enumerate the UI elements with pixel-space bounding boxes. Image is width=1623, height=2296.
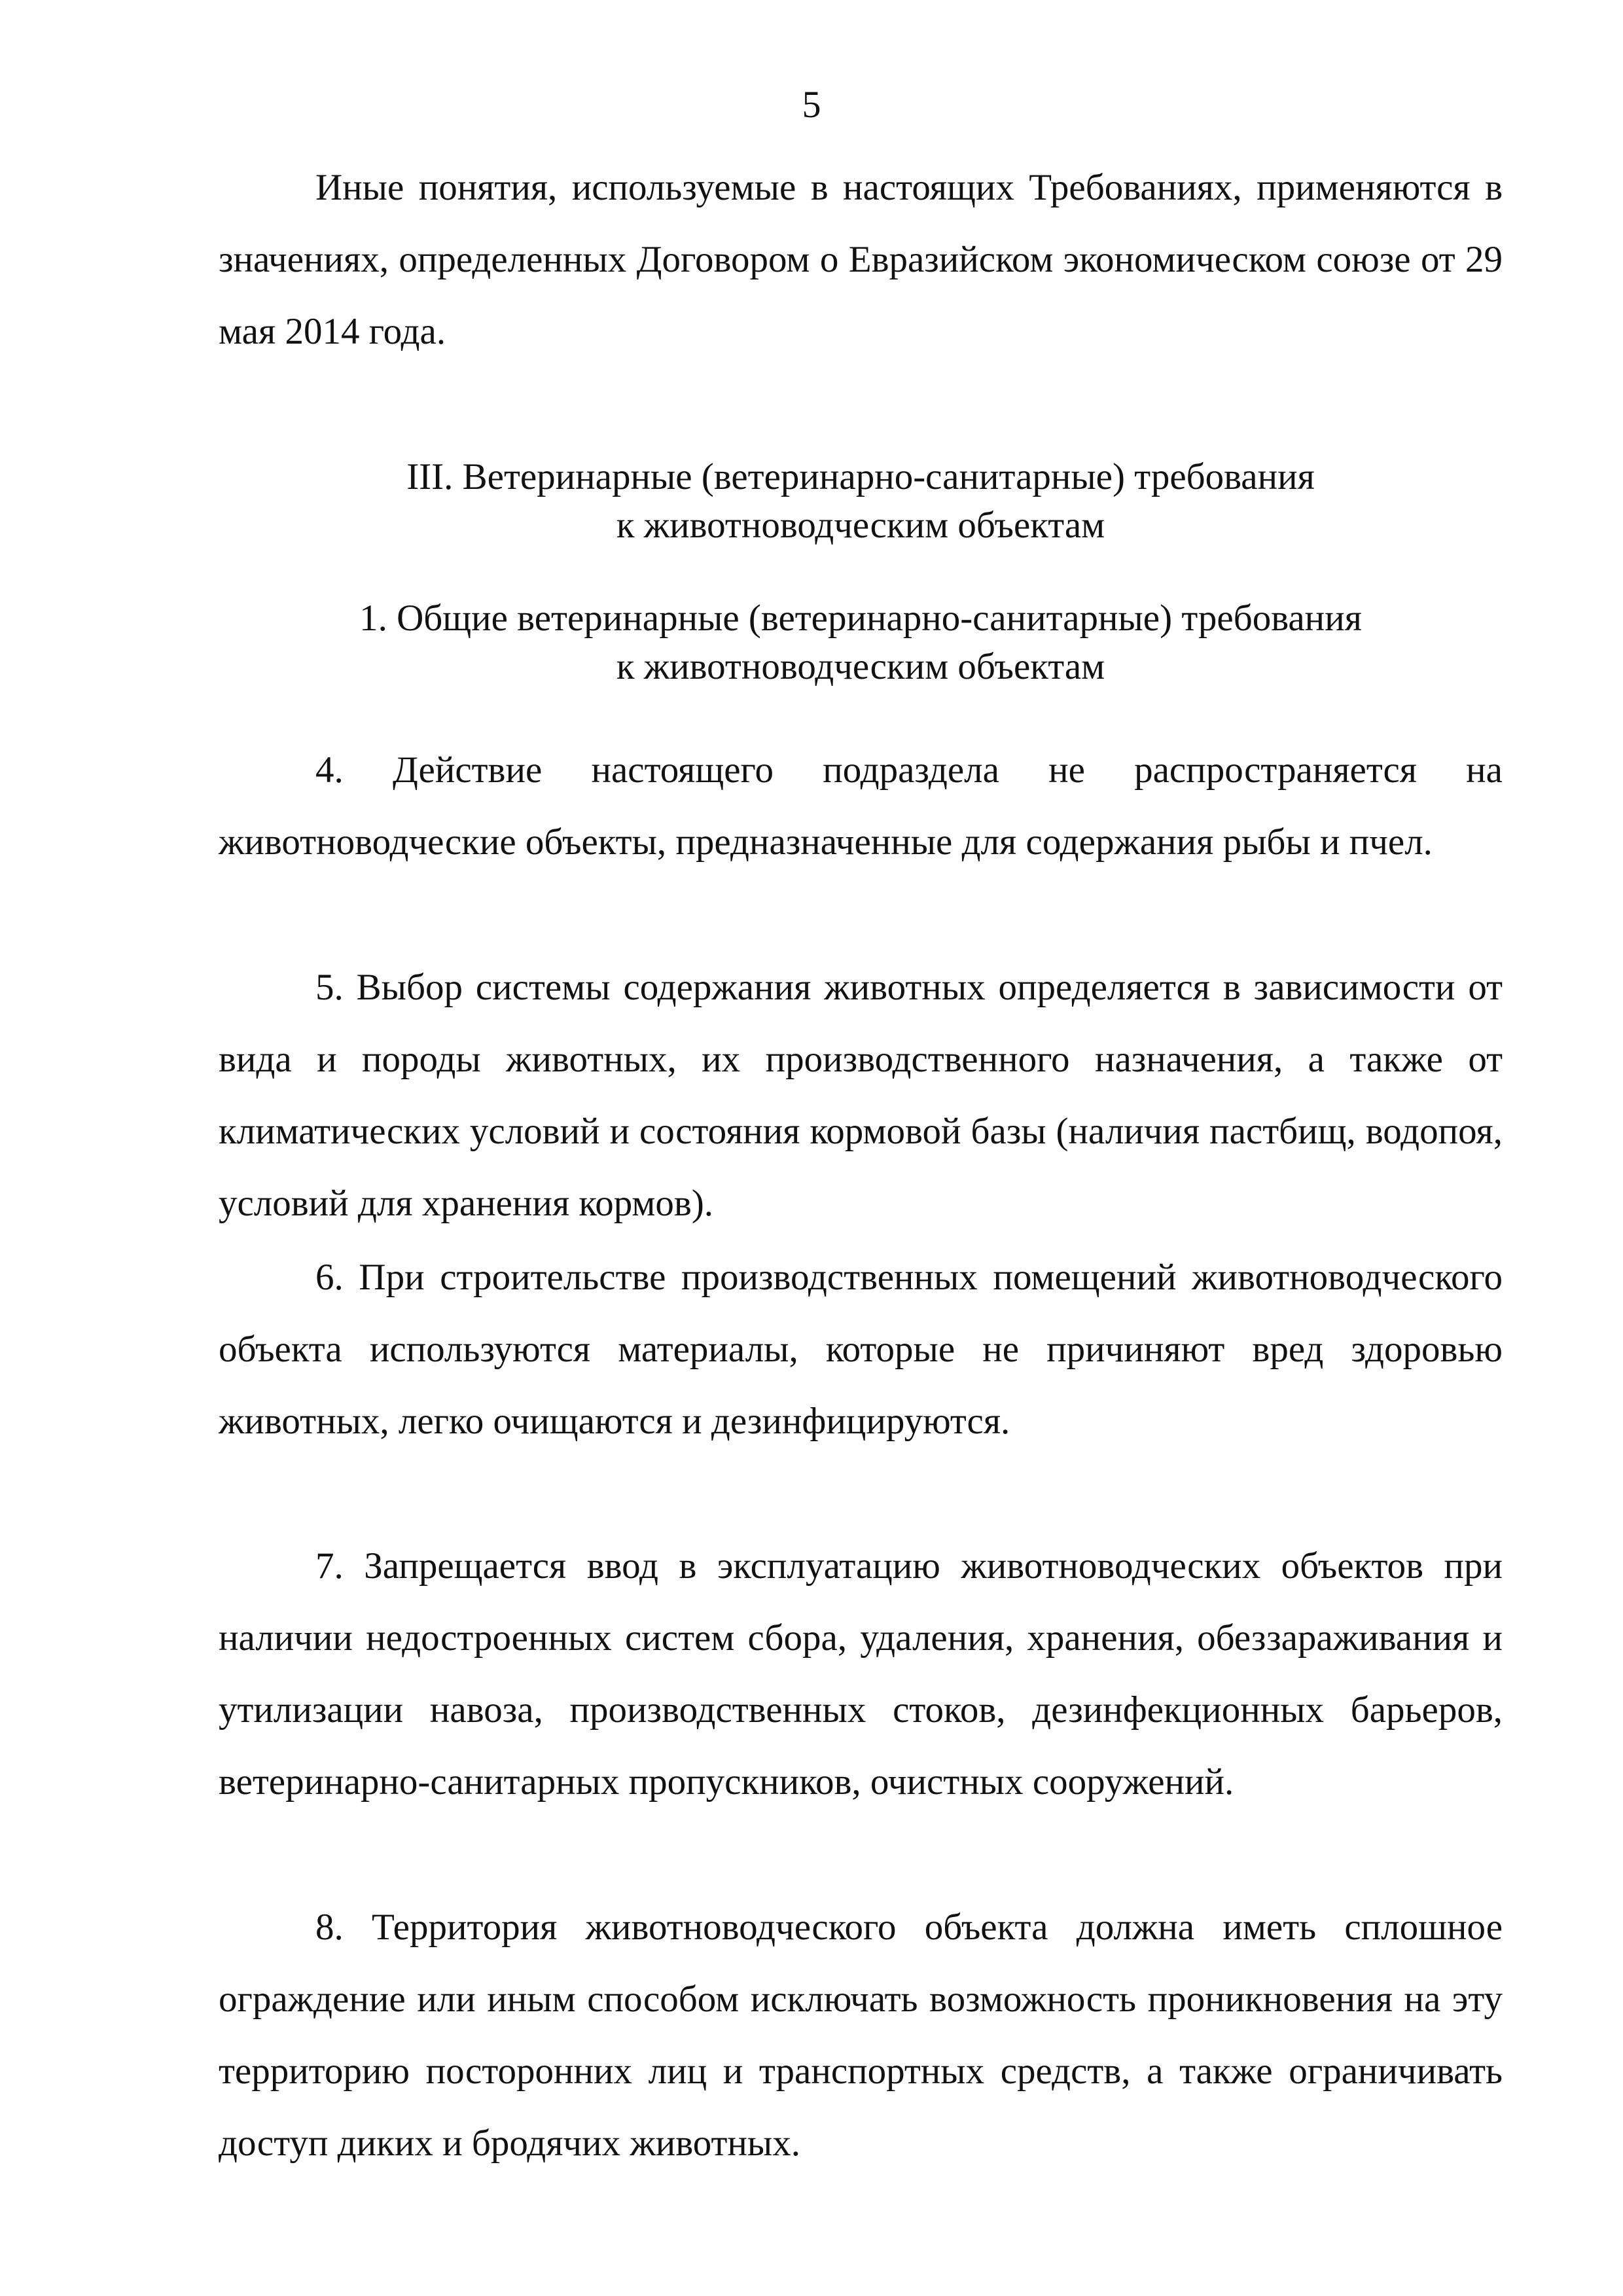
paragraph-4: 4. Действие настоящего подраздела не распространяется на животноводческие объекты, предназначенные для содержания рыбы и пчел. [219, 749, 1503, 863]
subsection-title-line-2: к животноводческим объектам [616, 646, 1105, 687]
section-heading [219, 453, 1503, 550]
subsection-title-line-1: 1. Общие ветеринарные (ветеринарно-санитарные) требования [359, 598, 1362, 639]
section-title-line-2: к животноводческим объектам [616, 505, 1105, 546]
subsection-heading [219, 594, 1503, 691]
paragraph-5: 5. Выбор системы содержания животных определяется в зависимости от вида и породы животных, их производственного назначения, а также от климатических условий и состояния кормовой базы (наличия пастбищ, водопоя, условий для хранения кормов). [219, 967, 1503, 1224]
paragraph-7: 7. Запрещается ввод в эксплуатацию животноводческих объектов при наличии недостроенных систем сбора, удаления, хранения, обеззараживания и утилизации навоза, производственных стоков, дезинфекционных барьеров, ветеринарно-санитарных пропускников, очистных сооружений. [219, 1545, 1503, 1803]
section-title-line-1: III. Ветеринарные (ветеринарно-санитарные) требования [406, 456, 1315, 497]
paragraph-6: 6. При строительстве производственных помещений животноводческого объекта используются материалы, которые не причиняют вред здоровью животных, легко очищаются и дезинфицируются. [219, 1257, 1503, 1442]
page-number: 5 [802, 83, 821, 126]
intro-paragraph: Иные понятия, используемые в настоящих Требованиях, применяются в значениях, определенных Договором о Евразийском экономическом союзе от 29 мая 2014 года. [219, 167, 1503, 352]
paragraph-8: 8. Территория животноводческого объекта должна иметь сплошное ограждение или иным способом исключать возможность проникновения на эту территорию посторонних лиц и транспортных средств, а также ограничивать доступ диких и бродячих животных. [219, 1907, 1503, 2164]
